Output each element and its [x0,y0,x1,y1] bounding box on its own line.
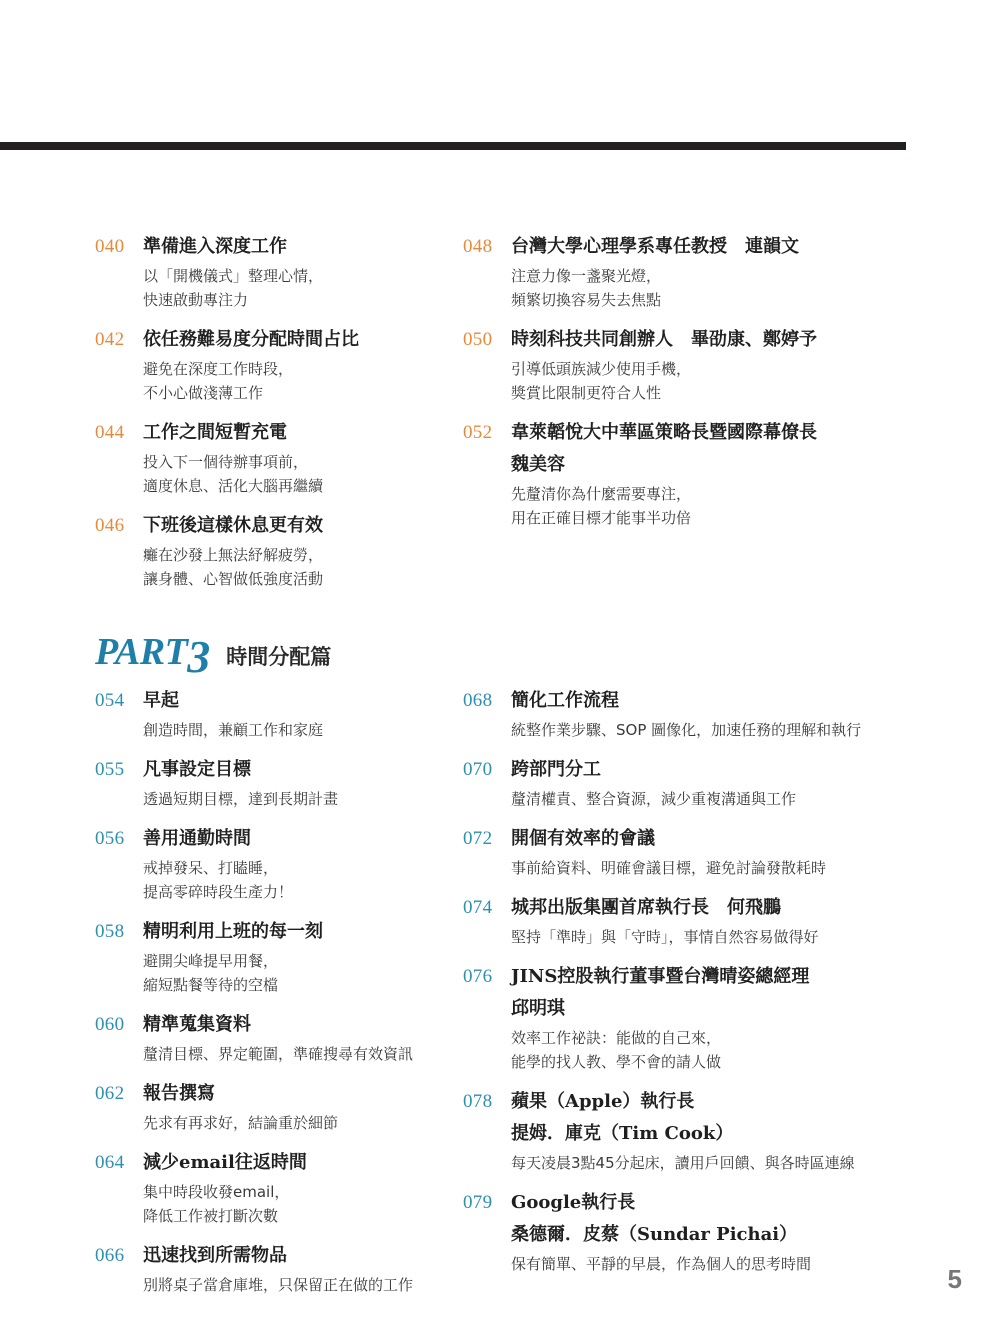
toc-entry [463,325,933,405]
description-line: 統整作業步驟、SOP 圖像化，加速任務的理解和執行 [511,721,862,739]
toc-entry [463,962,943,1074]
toc-entry-title: 跨部門分工 [511,759,601,780]
toc-entry [95,511,525,591]
description-line: 釐清目標、界定範圍，準確搜尋有效資訊 [143,1045,414,1063]
toc-entry-heading [95,325,525,351]
toc-column-lower-left [95,686,525,1310]
toc-entry [463,893,943,949]
description-line: 避開尖峰提早用餐， [143,952,279,970]
toc-entry-heading [95,511,525,537]
description-line: 戒掉發呆、打瞌睡， [143,859,279,877]
toc-entry-heading [463,893,943,919]
toc-entry-description [511,856,943,880]
description-line: 注意力像一盞聚光燈， [511,267,662,285]
toc-page-number: 074 [463,897,493,918]
toc-entry-heading [95,1010,525,1036]
toc-page-number: 058 [95,921,125,942]
toc-entry-heading [95,1241,525,1267]
toc-page-number: 044 [95,422,125,443]
toc-entry-title: 下班後這樣休息更有效 [143,515,323,536]
toc-entry-title-line2: 魏美容 [511,454,565,475]
toc-entry-heading [95,232,525,258]
toc-entry [95,1241,525,1297]
toc-page-number: 055 [95,759,125,780]
toc-column-upper-right [463,232,933,543]
header-rule [0,142,906,150]
description-line: 頻繁切換容易失去焦點 [511,291,662,309]
toc-entry-title: 台灣大學心理學系專任教授 連韻文 [511,236,799,257]
toc-entry [463,232,933,312]
part-heading [95,622,332,682]
toc-entry-title: 報告撰寫 [143,1083,215,1104]
description-line: 釐清權責、整合資源，減少重複溝通與工作 [511,790,797,808]
description-line: 適度休息、活化大腦再繼續 [143,477,324,495]
toc-entry-heading [463,1188,943,1214]
description-line: 能學的找人教、學不會的請人做 [511,1053,722,1071]
toc-entry-title: JINS控股執行董事暨台灣晴姿總經理 [511,966,810,987]
description-line: 降低工作被打斷次數 [143,1207,279,1225]
toc-entry-title: 工作之間短暫充電 [143,422,287,443]
toc-entry [463,686,943,742]
description-line: 先求有再求好，結論重於細節 [143,1114,339,1132]
toc-entry [463,1087,943,1175]
description-line: 讓身體、心智做低強度活動 [143,570,324,588]
toc-entry-heading [463,418,933,444]
toc-page-number: 048 [463,236,493,257]
description-line: 每天凌晨3點45分起床，讀用戶回饋、與各時區連線 [511,1154,855,1172]
toc-entry-title: 減少email往返時間 [143,1152,307,1173]
toc-entry [95,1148,525,1228]
toc-entry-description [511,925,943,949]
toc-entry-heading [95,418,525,444]
description-line: 引導低頭族減少使用手機， [511,360,692,378]
toc-entry [95,917,525,997]
toc-page-number: 066 [95,1245,125,1266]
toc-entry [463,1188,943,1276]
description-line: 集中時段收發email， [143,1183,290,1201]
toc-entry-title: 精明利用上班的每一刻 [143,921,323,942]
toc-entry-description [511,787,943,811]
toc-entry-description [511,264,933,312]
toc-entry [95,824,525,904]
description-line: 堅持「準時」與「守時」，事情自然容易做得好 [511,928,819,946]
description-line: 以「開機儀式」整理心情， [143,267,324,285]
toc-entry-title: 凡事設定目標 [143,759,251,780]
toc-entry-title-line2: 桑德爾．皮蔡（Sundar Pichai） [511,1224,798,1245]
toc-entry-heading [463,232,933,258]
toc-page-number: 079 [463,1192,493,1213]
toc-entry-title: 迅速找到所需物品 [143,1245,287,1266]
description-line: 縮短點餐等待的空檔 [143,976,279,994]
description-line: 創造時間，兼顧工作和家庭 [143,721,324,739]
toc-entry-title: 時刻科技共同創辦人 畢劭康、鄭婷予 [511,329,817,350]
toc-entry-title: 精準蒐集資料 [143,1014,251,1035]
toc-page-number: 076 [463,966,493,987]
description-line: 避免在深度工作時段， [143,360,294,378]
toc-entry-heading [95,1148,525,1174]
toc-entry-heading [95,824,525,850]
toc-entry-description [511,482,933,530]
toc-entry-title: 準備進入深度工作 [143,236,287,257]
toc-page-number: 054 [95,690,125,711]
toc-entry-heading [463,1087,943,1113]
description-line: 用在正確目標才能事半功倍 [511,509,692,527]
toc-entry-heading [95,917,525,943]
toc-entry-description [511,1252,943,1276]
toc-entry-title: 善用通勤時間 [143,828,251,849]
description-line: 先釐清你為什麼需要專注， [511,485,692,503]
toc-entry-heading [95,755,525,781]
toc-entry-title: 開個有效率的會議 [511,828,655,849]
description-line: 提高零碎時段生產力！ [143,883,294,901]
toc-entry-description [511,1026,943,1074]
description-line: 事前給資料、明確會議目標，避免討論發散耗時 [511,859,827,877]
part-label: PART [95,631,188,673]
toc-entry [463,755,943,811]
toc-entry-heading [463,686,943,712]
toc-entry-title: Google執行長 [511,1192,636,1213]
toc-page-number: 070 [463,759,493,780]
toc-entry [463,824,943,880]
toc-page-number: 060 [95,1014,125,1035]
part-number: 3 [187,631,211,682]
toc-entry-description [511,357,933,405]
toc-entry-heading [95,686,525,712]
toc-entry-heading [463,755,943,781]
toc-entry-title-line2: 提姆．庫克（Tim Cook） [511,1123,734,1144]
description-line: 快速啟動專注力 [143,291,249,309]
toc-page-number: 068 [463,690,493,711]
description-line: 不小心做淺薄工作 [143,384,264,402]
toc-entry-description [511,1151,943,1175]
toc-entry-description [511,718,943,742]
toc-page-number: 040 [95,236,125,257]
toc-entry [95,686,525,742]
toc-entry-heading [463,824,943,850]
toc-page-number: 050 [463,329,493,350]
toc-entry-title: 蘋果（Apple）執行長 [511,1091,695,1112]
description-line: 效率工作祕訣：能做的自己來， [511,1029,722,1047]
toc-entry [95,418,525,498]
description-line: 獎賞比限制更符合人性 [511,384,662,402]
toc-page-number: 064 [95,1152,125,1173]
toc-entry-title: 依任務難易度分配時間占比 [143,329,359,350]
description-line: 癱在沙發上無法紓解疲勞， [143,546,324,564]
toc-page-number: 052 [463,422,493,443]
description-line: 透過短期目標，達到長期計畫 [143,790,339,808]
toc-entry-title: 簡化工作流程 [511,690,619,711]
toc-entry-title: 韋萊韜悅大中華區策略長暨國際幕僚長 [511,422,817,443]
toc-entry [95,1010,525,1066]
page-number: 5 [947,1264,962,1294]
toc-page-number: 078 [463,1091,493,1112]
toc-entry [95,325,525,405]
toc-page-number: 056 [95,828,125,849]
toc-entry-title-line2: 邱明琪 [511,998,565,1019]
description-line: 別將桌子當倉庫堆，只保留正在做的工作 [143,1276,414,1294]
toc-entry [95,755,525,811]
toc-entry [95,232,525,312]
toc-column-upper-left [95,232,525,604]
toc-column-lower-right [463,686,943,1289]
toc-page-number: 072 [463,828,493,849]
toc-entry-title: 早起 [143,690,179,711]
toc-page-number: 046 [95,515,125,536]
toc-entry-heading [463,962,943,988]
description-line: 投入下一個待辦事項前， [143,453,309,471]
toc-entry [463,418,933,530]
toc-entry-heading [463,325,933,351]
toc-entry [95,1079,525,1135]
toc-entry-description [143,543,525,591]
description-line: 保有簡單、平靜的早晨，作為個人的思考時間 [511,1255,812,1273]
toc-entry-heading [95,1079,525,1105]
toc-page-number: 042 [95,329,125,350]
toc-page-number: 062 [95,1083,125,1104]
toc-entry-title: 城邦出版集團首席執行長 何飛鵬 [511,897,781,918]
part-title: 時間分配篇 [226,644,332,669]
